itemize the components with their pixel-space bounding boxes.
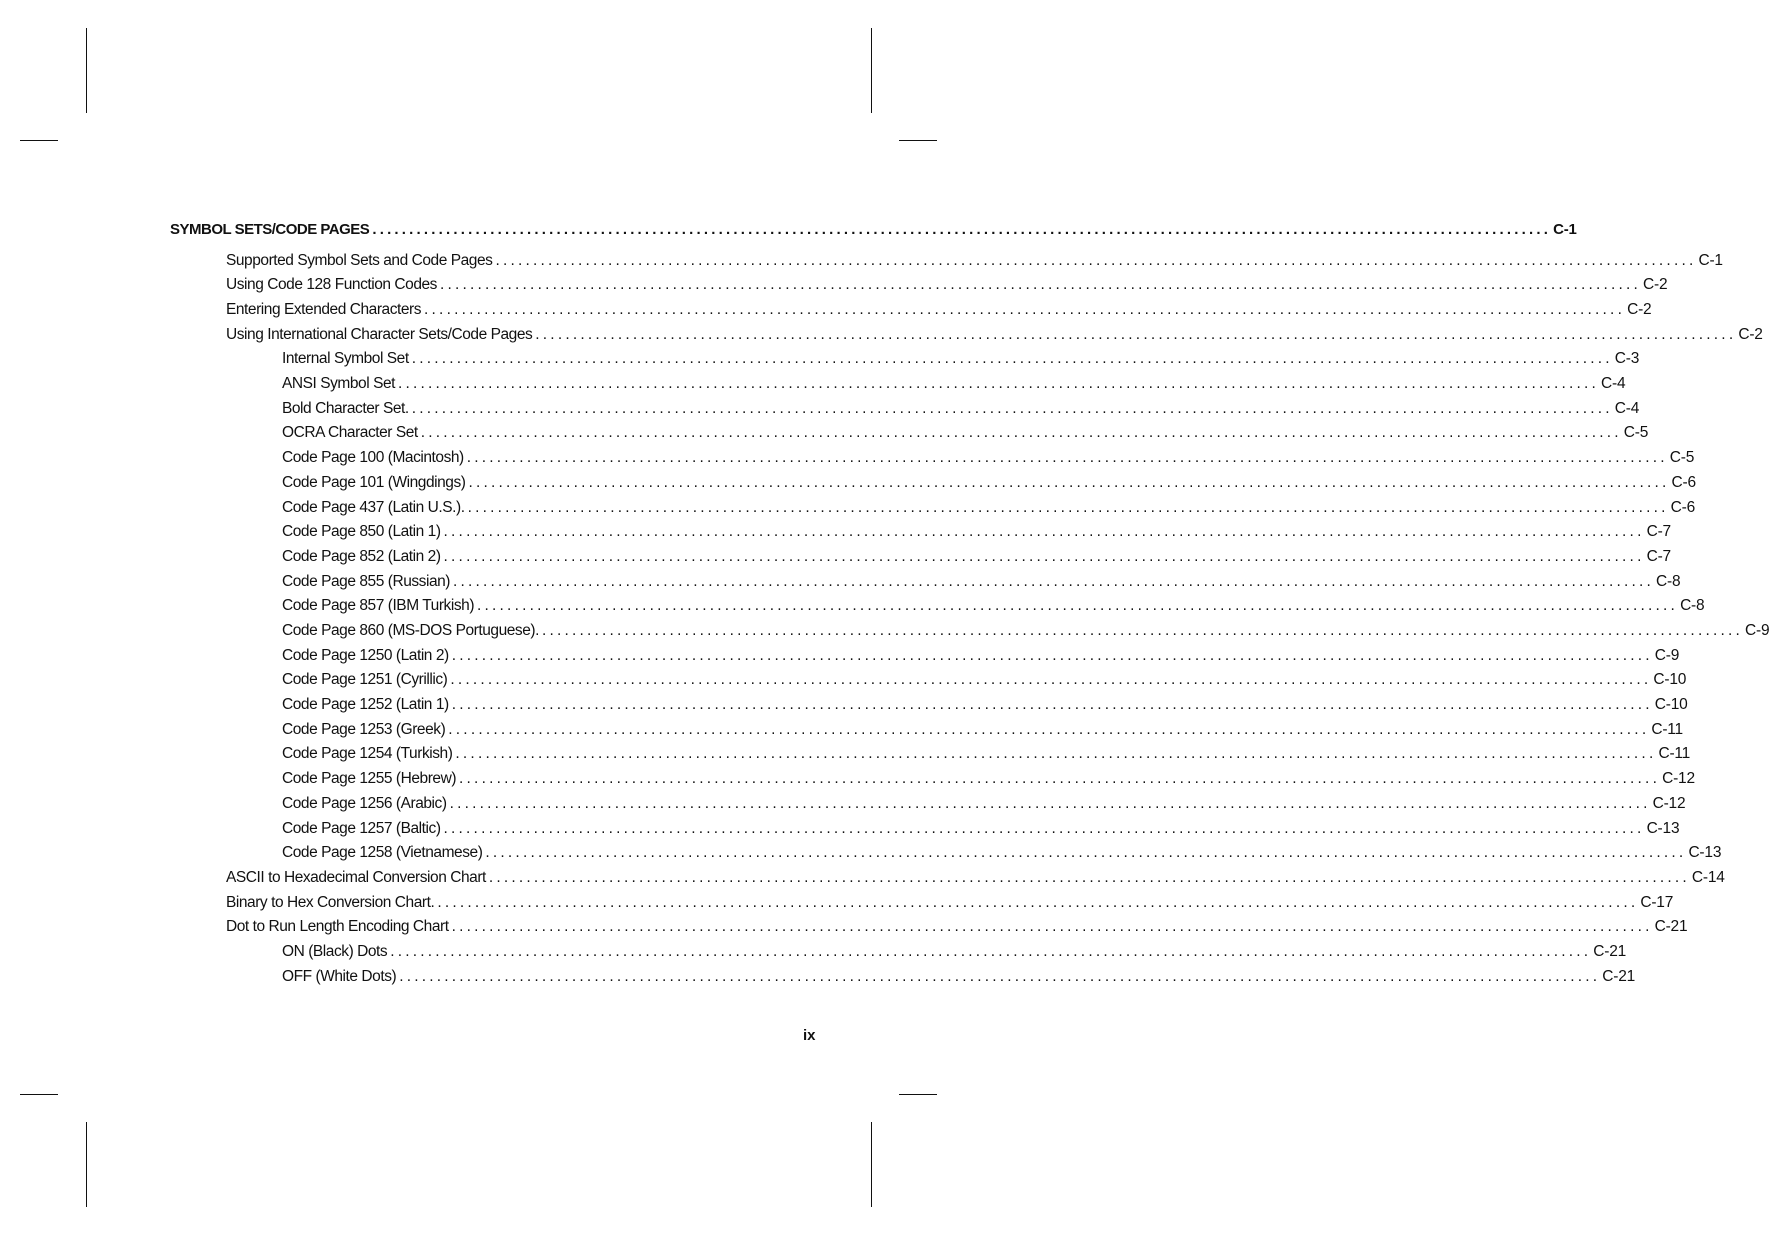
toc-entry-page: C-3 xyxy=(1614,350,1640,367)
leader-dots: ................................................................................................................................................................ xyxy=(448,721,1650,738)
toc-entry[interactable] xyxy=(170,219,1577,241)
toc-entry[interactable] xyxy=(226,867,1725,889)
toc-entry-title: OFF (White Dots) xyxy=(282,968,397,985)
toc-entry-title: Supported Symbol Sets and Code Pages xyxy=(226,252,493,269)
leader-dots: ................................................................................................................................................................ xyxy=(451,696,1653,713)
toc-entry[interactable] xyxy=(282,941,1627,963)
toc-entry-page: C-14 xyxy=(1691,869,1725,886)
toc-entry[interactable] xyxy=(282,620,1769,642)
toc-entry-page: C-1 xyxy=(1553,221,1577,238)
toc-entry-title: Bold Character Set. xyxy=(282,400,409,417)
toc-entry[interactable] xyxy=(226,250,1723,272)
toc-entry-page: C-10 xyxy=(1653,671,1687,688)
leader-dots: ................................................................................................................................................................ xyxy=(450,671,1652,688)
leader-dots: ................................................................................................................................................................ xyxy=(439,276,1642,293)
toc-entry-title: Code Page 855 (Russian) xyxy=(282,573,451,590)
leader-dots: ................................................................................................................................................................ xyxy=(437,894,1639,911)
toc-entry[interactable] xyxy=(282,595,1705,617)
toc-entry-page: C-21 xyxy=(1593,943,1627,960)
toc-entry[interactable] xyxy=(282,422,1649,444)
toc-entry-title: Code Page 852 (Latin 2) xyxy=(282,548,441,565)
toc-entry-page: C-7 xyxy=(1646,523,1671,540)
toc-entry-page: C-10 xyxy=(1654,696,1688,713)
toc-entry-page: C-2 xyxy=(1643,276,1668,293)
toc-entry[interactable] xyxy=(282,966,1636,988)
leader-dots: ................................................................................................................................................................ xyxy=(485,844,1687,861)
toc-entry-title: ON (Black) Dots xyxy=(282,943,388,960)
toc-entry-page: C-13 xyxy=(1646,820,1680,837)
leader-dots: ................................................................................................................................................................ xyxy=(451,647,1653,664)
toc-entry-title: Code Page 860 (MS-DOS Portuguese). xyxy=(282,622,539,639)
leader-dots: ................................................................................................................................................................ xyxy=(477,597,1679,614)
leader-dots: ................................................................................................................................................................ xyxy=(443,523,1645,540)
toc-entry[interactable] xyxy=(282,472,1696,494)
toc-entry-title: Internal Symbol Set xyxy=(282,350,409,367)
toc-entry-title: ANSI Symbol Set xyxy=(282,375,395,392)
toc-entry-title: Dot to Run Length Encoding Chart xyxy=(226,918,449,935)
leader-dots: ................................................................................................................................................................ xyxy=(399,968,1601,985)
leader-dots: ................................................................................................................................................................ xyxy=(455,745,1657,762)
toc-entry[interactable] xyxy=(226,324,1763,346)
leader-dots: ................................................................................................................................................................ xyxy=(420,424,1622,441)
leader-dots: ................................................................................................................................................................ xyxy=(390,943,1592,960)
leader-dots: ................................................................................................................................................................ xyxy=(541,622,1743,639)
toc-entry-page: C-9 xyxy=(1654,647,1680,664)
toc-entry-page: C-4 xyxy=(1614,400,1640,417)
toc-entry[interactable] xyxy=(226,916,1688,938)
leader-dots: ................................................................................................................................................................ xyxy=(467,499,1669,516)
toc-entry-page: C-21 xyxy=(1602,968,1636,985)
toc-entry[interactable] xyxy=(282,842,1722,864)
toc-entry[interactable] xyxy=(282,768,1695,790)
leader-dots: ................................................................................................................................................................ xyxy=(411,400,1613,417)
toc-entry-title: ASCII to Hexadecimal Conversion Chart xyxy=(226,869,486,886)
toc-entry-page: C-9 xyxy=(1744,622,1769,639)
leader-dots: ................................................................................................................................................................ xyxy=(424,301,1626,318)
toc-entry-title: Binary to Hex Conversion Chart. xyxy=(226,894,435,911)
toc-entry-title: Code Page 1253 (Greek) xyxy=(282,721,446,738)
toc-entry-title: Code Page 1257 (Baltic) xyxy=(282,820,441,837)
toc-entry[interactable] xyxy=(282,497,1695,519)
toc-entry-page: C-8 xyxy=(1680,597,1705,614)
toc-entry-title: Code Page 1258 (Vietnamese) xyxy=(282,844,483,861)
toc-entry-page: C-1 xyxy=(1698,252,1723,269)
toc-entry-page: C-12 xyxy=(1652,795,1686,812)
toc-entry[interactable] xyxy=(282,793,1686,815)
toc-entry[interactable] xyxy=(282,645,1680,667)
toc-entry-page: C-5 xyxy=(1623,424,1649,441)
leader-dots: ................................................................................................................................................................ xyxy=(453,573,1655,590)
toc-entry-title: Code Page 1254 (Turkish) xyxy=(282,745,453,762)
toc-entry[interactable] xyxy=(282,447,1695,469)
toc-entry[interactable] xyxy=(282,373,1626,395)
toc-entry-title: Code Page 1255 (Hebrew) xyxy=(282,770,457,787)
leader-dots: ................................................................................................................................................................ xyxy=(451,918,1653,935)
toc-entry-page: C-8 xyxy=(1656,573,1681,590)
toc-entry[interactable] xyxy=(282,571,1681,593)
toc-entry-title: Entering Extended Characters xyxy=(226,301,422,318)
leader-dots: ................................................................................................................................................................ xyxy=(459,770,1661,787)
toc-entry-page: C-6 xyxy=(1670,499,1695,516)
toc-entry-page: C-4 xyxy=(1601,375,1626,392)
toc-entry[interactable] xyxy=(282,694,1688,716)
leader-dots: ................................................................................................................................................................ xyxy=(466,449,1668,466)
leader-dots: ................................................................................................................................................................ xyxy=(449,795,1651,812)
toc-entry-title: Code Page 437 (Latin U.S.). xyxy=(282,499,465,516)
toc-entry-page: C-2 xyxy=(1738,326,1763,343)
toc-entry[interactable] xyxy=(226,274,1668,296)
toc-entry-title: Code Page 1256 (Arabic) xyxy=(282,795,447,812)
toc-entry[interactable] xyxy=(282,546,1671,568)
toc-entry[interactable] xyxy=(282,521,1671,543)
leader-dots: ................................................................................................................................................................ xyxy=(398,375,1600,392)
toc-entry-title: Code Page 1251 (Cyrillic) xyxy=(282,671,448,688)
toc-entry-title: Using International Character Sets/Code Pages xyxy=(226,326,533,343)
page-number: ix xyxy=(803,1027,816,1044)
toc-entry[interactable] xyxy=(282,669,1687,691)
toc-entry-page: C-13 xyxy=(1688,844,1722,861)
leader-dots: ................................................................................................................................................................ xyxy=(535,326,1737,343)
toc-entry[interactable] xyxy=(282,719,1683,741)
toc-entry-title: OCRA Character Set xyxy=(282,424,418,441)
toc-entry-title: Code Page 850 (Latin 1) xyxy=(282,523,441,540)
toc-entry[interactable] xyxy=(282,398,1640,420)
toc-entry-page: C-5 xyxy=(1669,449,1695,466)
leader-dots: ................................................................................................................................................................ xyxy=(488,869,1690,886)
leader-dots: ................................................................................................................................................................ xyxy=(443,548,1645,565)
toc-entry[interactable] xyxy=(282,743,1691,765)
leader-dots: ................................................................................................................................................................ xyxy=(495,252,1697,269)
toc-entry[interactable] xyxy=(282,818,1680,840)
toc-entry-title: Code Page 1252 (Latin 1) xyxy=(282,696,449,713)
toc-entry-page: C-7 xyxy=(1646,548,1671,565)
toc-entry-title: SYMBOL SETS/CODE PAGES xyxy=(170,221,370,238)
toc-entry-title: Using Code 128 Function Codes xyxy=(226,276,437,293)
toc-entry-page: C-11 xyxy=(1651,721,1683,738)
toc-entry-title: Code Page 101 (Wingdings) xyxy=(282,474,466,491)
toc-entry-page: C-21 xyxy=(1654,918,1688,935)
toc-entry-title: Code Page 857 (IBM Turkish) xyxy=(282,597,475,614)
toc-entry-title: Code Page 1250 (Latin 2) xyxy=(282,647,449,664)
leader-dots: ................................................................................................................................................................ xyxy=(411,350,1613,367)
toc-entry-page: C-6 xyxy=(1671,474,1696,491)
toc-entry[interactable] xyxy=(226,299,1652,321)
leader-dots: ................................................................................................................................................................ xyxy=(468,474,1670,491)
toc-entry-title: Code Page 100 (Macintosh) xyxy=(282,449,464,466)
toc-entry-page: C-11 xyxy=(1658,745,1691,762)
toc-entry-page: C-2 xyxy=(1627,301,1652,318)
toc-entry[interactable] xyxy=(226,892,1674,914)
toc-entry-page: C-12 xyxy=(1662,770,1695,787)
leader-dots: ................................................................................................................................................................ xyxy=(372,221,1552,238)
toc-entry[interactable] xyxy=(282,348,1640,370)
leader-dots: ................................................................................................................................................................ xyxy=(443,820,1645,837)
toc-entry-page: C-17 xyxy=(1640,894,1674,911)
